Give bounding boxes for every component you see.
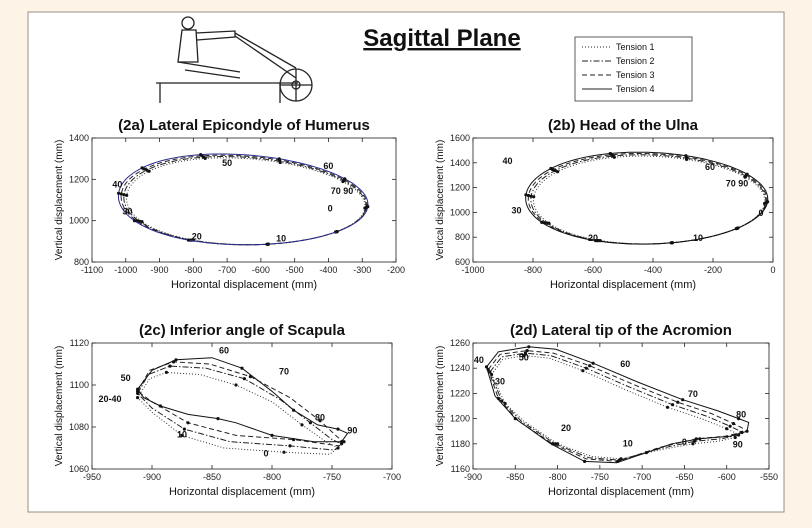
y-tick-label: 1400	[68, 133, 89, 143]
data-label: 10	[276, 233, 287, 244]
data-label: 40	[502, 156, 513, 167]
data-label: 40	[473, 355, 484, 366]
y-tick-label: 1260	[449, 338, 470, 348]
x-tick-label: -700	[382, 472, 402, 482]
series-marker	[336, 428, 339, 431]
y-tick-label: 1060	[68, 464, 89, 474]
series-marker	[234, 383, 237, 386]
series-marker	[698, 437, 701, 440]
y-tick-label: 1080	[68, 422, 89, 432]
series-marker	[746, 173, 749, 176]
y-axis-label: Vertical displacement (mm)	[435, 139, 446, 261]
series-marker	[159, 404, 162, 407]
x-tick-label: -300	[353, 265, 372, 275]
y-tick-label: 1240	[449, 363, 470, 374]
series-marker	[588, 364, 591, 367]
y-tick-label: 800	[73, 257, 89, 267]
data-label: 60	[704, 162, 716, 173]
series-marker	[187, 239, 190, 242]
y-axis-label: Vertical displacement (mm)	[54, 139, 65, 261]
y-tick-label: 1120	[69, 338, 89, 348]
series-marker	[609, 152, 612, 155]
series-marker	[292, 409, 295, 412]
x-tick-label: -850	[202, 472, 222, 482]
chart-title: (2b) Head of the Ulna	[547, 117, 699, 134]
x-tick-label: -600	[717, 472, 736, 482]
series-marker	[136, 388, 139, 391]
y-tick-label: 1100	[69, 380, 89, 390]
data-label: 10	[622, 438, 633, 449]
series-marker	[676, 401, 679, 404]
series-marker	[549, 167, 552, 170]
chart-title: (2a) Lateral Epicondyle of Humerus	[118, 117, 370, 134]
chart-title: (2d) Lateral tip of the Acromion	[510, 322, 732, 339]
data-label: 50	[120, 372, 131, 383]
x-tick-label: -800	[262, 472, 282, 482]
series-marker	[366, 205, 369, 208]
data-label: 60	[323, 161, 334, 171]
series-marker	[540, 221, 543, 224]
series-marker	[736, 226, 739, 229]
y-tick-label: 600	[454, 257, 470, 267]
y-tick-label: 1000	[449, 207, 470, 218]
x-tick-label: -750	[322, 472, 342, 482]
series-marker	[729, 425, 732, 428]
series-marker	[117, 192, 120, 195]
series-marker	[240, 367, 243, 370]
series-marker	[681, 398, 684, 401]
series-marker	[336, 230, 339, 233]
series-marker	[343, 177, 346, 180]
x-tick-label: -900	[142, 472, 162, 482]
data-label: 20	[587, 232, 599, 243]
series-marker	[670, 241, 673, 244]
series-marker	[766, 200, 769, 203]
series-marker	[581, 369, 584, 372]
x-tick-label: -600	[583, 265, 603, 275]
x-tick-label: 0	[770, 265, 776, 275]
legend-entry-3: Tension 3	[616, 70, 655, 80]
series-marker	[270, 434, 273, 437]
series-marker	[288, 444, 291, 447]
series-marker	[340, 440, 343, 443]
series-marker	[725, 427, 728, 430]
y-axis-label: Vertical displacement (mm)	[54, 345, 65, 467]
y-tick-label: 1200	[449, 182, 470, 193]
series-marker	[671, 403, 674, 406]
series-marker	[186, 421, 189, 424]
series-marker	[666, 406, 669, 409]
y-tick-label: 1160	[450, 464, 470, 474]
data-label: 70 90	[725, 178, 749, 189]
data-label: 70	[278, 366, 290, 377]
legend-entry-4: Tension 4	[616, 84, 655, 94]
series-marker	[282, 451, 285, 454]
series-marker	[216, 417, 219, 420]
series-marker	[684, 154, 687, 157]
y-tick-label: 1200	[68, 174, 89, 185]
data-label: 60	[218, 345, 230, 356]
series-marker	[174, 358, 177, 361]
y-tick-label: 800	[454, 232, 470, 243]
x-tick-label: -650	[675, 472, 694, 482]
legend-entry-1: Tension 1	[616, 42, 655, 52]
x-tick-label: -700	[633, 472, 652, 482]
series-marker	[165, 371, 168, 374]
data-label: 10	[176, 429, 188, 440]
y-tick-label: 1180	[450, 438, 470, 449]
data-label: 40	[112, 179, 123, 190]
data-label: 30	[122, 206, 133, 217]
series-marker	[732, 422, 735, 425]
y-tick-label: 1220	[449, 388, 470, 399]
data-label: 20	[561, 423, 572, 434]
x-tick-label: -200	[703, 265, 723, 275]
series-marker	[278, 157, 281, 160]
data-label: 70 90	[330, 185, 354, 196]
series-marker	[122, 193, 125, 196]
series-marker	[125, 194, 128, 197]
x-tick-label: -550	[759, 472, 779, 482]
x-tick-label: -750	[590, 472, 609, 482]
y-tick-label: 1000	[68, 215, 89, 226]
series-marker	[514, 417, 517, 420]
y-axis-label: Vertical displacement (mm)	[435, 345, 446, 467]
data-label: 80	[314, 412, 326, 423]
data-label: 0	[681, 437, 687, 448]
series-marker	[168, 365, 171, 368]
series-marker	[133, 219, 136, 222]
page-title: Sagittal Plane	[363, 25, 521, 52]
data-label: 50	[518, 352, 529, 363]
data-label: 70	[687, 389, 698, 400]
x-tick-label: -800	[523, 265, 543, 275]
legend-entry-2: Tension 2	[616, 56, 655, 66]
x-tick-label: -500	[285, 265, 304, 275]
series-marker	[199, 153, 202, 156]
data-label: 30	[511, 205, 522, 216]
x-axis-label: Horizontal displacement (mm)	[168, 486, 316, 498]
data-label: 80	[736, 409, 747, 420]
y-tick-label: 1200	[449, 413, 470, 424]
x-tick-label: -900	[463, 472, 483, 482]
x-tick-label: -700	[218, 265, 237, 275]
x-tick-label: -950	[82, 472, 102, 482]
x-axis-label: Horizontal displacement (mm)	[549, 279, 697, 291]
x-tick-label: -1000	[114, 265, 138, 275]
series-marker	[645, 451, 648, 454]
series-marker	[120, 192, 123, 195]
data-label: 0	[758, 208, 764, 219]
series-marker	[243, 377, 246, 380]
data-label: 50	[222, 157, 233, 168]
data-label: 30	[495, 376, 506, 387]
data-label: 20	[191, 231, 202, 242]
x-tick-label: -850	[506, 472, 525, 482]
x-axis-label: Horizontal displacement (mm)	[547, 486, 695, 498]
series-marker	[265, 243, 268, 246]
series-marker	[141, 166, 144, 169]
series-marker	[524, 193, 527, 196]
x-tick-label: -200	[386, 265, 406, 275]
series-marker	[745, 430, 748, 433]
series-marker	[585, 367, 588, 370]
data-label: 90	[732, 439, 743, 450]
x-tick-label: -400	[319, 265, 338, 275]
legend	[575, 37, 692, 101]
series-marker	[527, 345, 530, 348]
series-marker	[592, 362, 595, 365]
x-axis-label: Horizontal displacement (mm)	[170, 279, 318, 291]
y-tick-label: 1600	[449, 133, 470, 143]
x-tick-label: -800	[548, 472, 567, 482]
series-marker	[300, 423, 303, 426]
x-tick-label: -400	[643, 265, 663, 275]
chart-title: (2c) Inferior angle of Scapula	[139, 322, 345, 339]
series-marker	[485, 365, 488, 368]
data-label: 90	[347, 425, 358, 436]
data-label: 0	[263, 448, 269, 459]
data-label: 20-40	[98, 393, 122, 404]
x-tick-label: -800	[184, 265, 203, 275]
x-tick-label: -1100	[80, 265, 104, 275]
series-marker	[583, 460, 586, 463]
data-label: 10	[692, 232, 704, 243]
data-label: 0	[327, 203, 333, 214]
x-tick-label: -900	[150, 265, 169, 275]
y-tick-label: 1400	[449, 157, 470, 168]
series-marker	[136, 396, 139, 399]
x-tick-label: -600	[251, 265, 270, 275]
x-tick-label: -1000	[461, 265, 485, 275]
data-label: 60	[620, 358, 631, 369]
